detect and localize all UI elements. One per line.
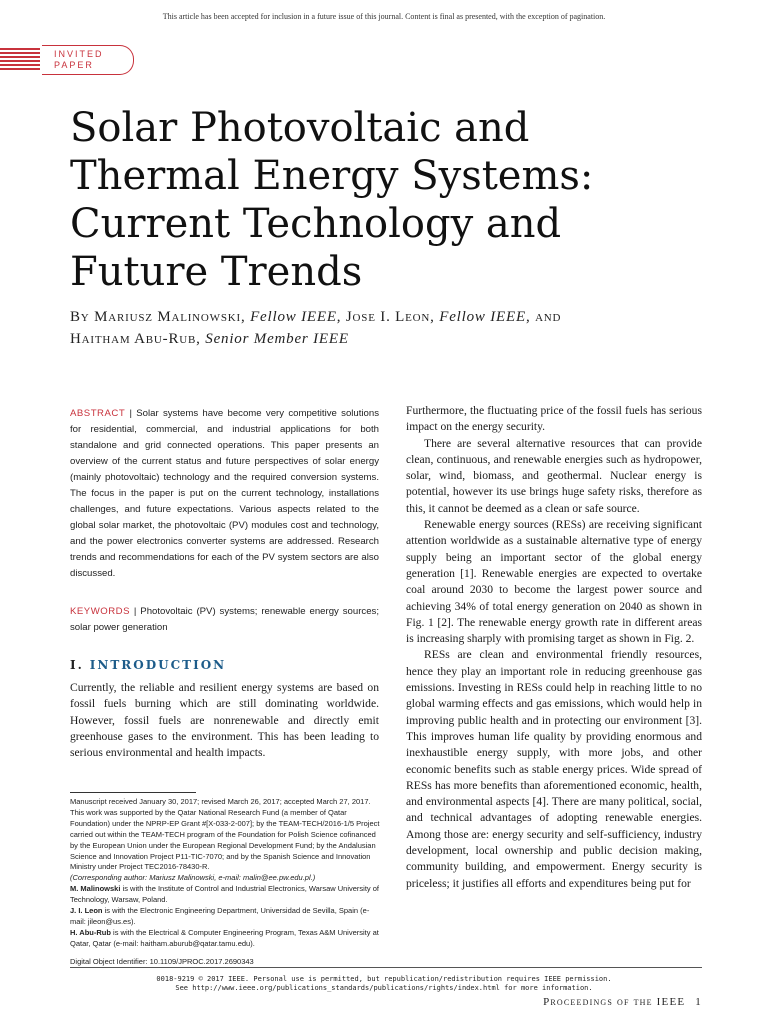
author-role: Fellow IEEE xyxy=(250,309,337,325)
section-number: I. xyxy=(70,658,84,672)
title-line: Solar Photovoltaic and xyxy=(70,105,530,151)
abstract-text: Solar systems have become very competitive solutions for residential, commercial, and industrial applications for both standalone and grid connected operations. This paper presents an overview of the current status and future perspectives of solar energy (mainly photovoltaic) technology and the required conversion systems. The focus in the paper is put on the current technology, installations challenges, and future expectations. Various aspects related to the global solar market, the photovoltaic (PV) modules cost and technology, and the power electronics converter systems are addressed. Research trends and recommendations for each of the PV system sectors are also discussed. xyxy=(70,408,380,579)
and-conjunction: and xyxy=(535,309,562,325)
title-line: Current Technology and xyxy=(70,201,562,247)
author-role: Senior Member IEEE xyxy=(205,331,349,347)
affiliation-author: M. Malinowski xyxy=(70,884,121,894)
invited-paper-badge xyxy=(0,44,136,76)
badge-stripes-decoration xyxy=(0,48,40,72)
affiliation-text: is with the Electronic Engineering Department, Universidad de Sevilla, Spain (e-mail: jileon@us.es). xyxy=(70,906,370,926)
footnote-received: Manuscript received January 30, 2017; revised March 26, 2017; accepted March 27, 2017. This work was supported by the Qatar National Research Fund (a member of Qatar Foundation) under the NPRP-EP Grant #[X-033-2-007]; by the TEAM-TECH/2016-1/5 Project carried out within the TEAM-TECH program of the Foundation for Polish Science cofinanced by the European Union under the European Regional Development Fund; by the Andalusian Science and Innovation Project P11-TIC-7070; and by the Spanish Science and Innovation Ministry under Project TEC2016-78430-R. xyxy=(70,797,380,872)
keywords: KEYWORDS | Photovoltaic (PV) systems; renewable energy sources; solar power generation xyxy=(70,606,379,633)
badge-line2: PAPER xyxy=(54,60,94,70)
abstract: ABSTRACT | Solar systems have become very competitive solutions for residential, commercial, and industrial applications for both standalone and grid connected operations. This paper presents an overview of the current status and future perspectives of solar energy (mainly photovoltaic) technology and the required conversion systems. The focus in the paper is put on the current technology, installations challenges, and future expectations. Various aspects related to the global solar market, the photovoltaic (PV) modules cost and technology, and the power electronics converter systems are addressed. Research trends and recommendations for each of the PV system sectors are also discussed. xyxy=(70,408,380,579)
affiliation-author: H. Abu-Rub xyxy=(70,927,111,937)
bottom-divider xyxy=(70,967,702,968)
section-title: INTRODUCTION xyxy=(89,658,227,672)
top-notice: This article has been accepted for inclusion in a future issue of this journal. Content is final as presented, with the exception of pagination. xyxy=(162,12,606,21)
section-heading xyxy=(70,658,379,672)
author-name: Haitham Abu-Rub xyxy=(70,331,197,347)
body-paragraph: Furthermore, the fluctuating price of the fossil fuels has serious impact on the energy security. xyxy=(406,404,702,434)
badge-frame xyxy=(42,45,134,75)
author-list xyxy=(70,306,630,350)
copyright-notice xyxy=(0,975,768,993)
author-line-1: By Mariusz Malinowski, Fellow IEEE, Jose I. Leon, Fellow IEEE, and xyxy=(70,309,562,325)
footnote-affiliation xyxy=(70,928,380,950)
footnote-corresponding: (Corresponding author: Mariusz Malinowski, e-mail: malin@ee.pw.edu.pl.) xyxy=(70,873,316,883)
body-paragraph: Renewable energy sources (RESs) are receiving significant attention worldwide as a sustainable alternative type of energy supply being an important sector of the global energy generation [1]. Renewable energies are expected to overtake coal around 2030 to become the largest power source and achieving 34% of total energy generation on 2040 as shown in Fig. 1 [2]. The renewable energy growth rate in different areas is increasing sharply with promising target as shown in Fig. 2. xyxy=(406,518,702,646)
author-line-2: Haitham Abu-Rub, Senior Member IEEE xyxy=(70,331,349,347)
running-footer xyxy=(543,996,702,1008)
author-name: Jose I. Leon xyxy=(345,309,431,325)
title-line: Future Trends xyxy=(70,249,363,295)
copyright-line1: 0018-9219 © 2017 IEEE. Personal use is permitted, but republication/redistribution requires IEEE permission. xyxy=(156,975,612,983)
keywords-label: KEYWORDS xyxy=(70,606,130,617)
by-prefix: By xyxy=(70,309,95,325)
footnote-divider xyxy=(70,792,196,793)
keywords-text: Photovoltaic (PV) systems; renewable energy sources; solar power generation xyxy=(70,606,379,633)
badge-line1: INVITED xyxy=(54,49,104,59)
footnotes xyxy=(70,797,380,950)
body-paragraph: RESs are clean and environmental friendly resources, hence they play an important role in reducing greenhouse gas emissions. Investing in RESs could help in reaching little to no global warming effects and gas emissions, which would help in improving public health and in protecting our environment [3]. This improves human life quality by providing enormous and inexhaustible energy supply, with more jobs, and other economic benefits such as stable energy prices. Wide spread of RESs has more benefits than aforementioned economic, health, and environmental aspects [4]. There are many political, social, and technical advantages of adopting renewable energies. Among those are: energy security and self-sufficiency, industry development, local ownership and public decision making, community building, and empowerment. Energy security is priceless; it justifies all efforts and expenditures being put for xyxy=(406,648,702,890)
journal-name: Proceedings of the IEEE xyxy=(543,996,686,1008)
body-paragraph: There are several alternative resources that can provide clean, continuous, and renewable energies such as hydropower, solar, wind, biomass, and geothermal. Nuclear energy is potential, however its use brings huge safety risks, therefore as this, it cannot be deemed as a clean or safe source. xyxy=(406,436,702,515)
page-number: 1 xyxy=(695,996,702,1008)
paper-title xyxy=(70,104,630,296)
affiliation-text: is with the Institute of Control and Industrial Electronics, Warsaw University of Technology, Warsaw, Poland. xyxy=(70,884,380,905)
footnote-affiliation xyxy=(70,884,380,906)
doi: Digital Object Identifier: 10.1109/JPROC.2017.2690343 xyxy=(70,957,254,966)
title-line: Thermal Energy Systems: xyxy=(70,153,594,199)
author-role: Fellow IEEE xyxy=(439,309,526,325)
footnote-affiliation xyxy=(70,906,380,928)
right-column-text xyxy=(406,403,702,892)
abstract-label: ABSTRACT xyxy=(70,408,126,419)
affiliation-author: J. I. Leon xyxy=(70,906,103,916)
author-name: Mariusz Malinowski xyxy=(94,309,241,325)
affiliation-text: is with the Electrical & Computer Engineering Program, Texas A&M University at Qatar, Qatar (e-mail: haitham.aburub@qatar.tamu.edu). xyxy=(70,927,379,948)
copyright-line2: See http://www.ieee.org/publications_standards/publications/rights/index.html for more information. xyxy=(175,984,593,992)
intro-paragraph: Currently, the reliable and resilient energy systems are based on fossil fuels burning which are still dominating worldwide. However, fossil fuels are nonrenewable and directly emit greenhouse gases to the environment. This has been leading to serious environmental and health impacts. xyxy=(70,681,379,760)
